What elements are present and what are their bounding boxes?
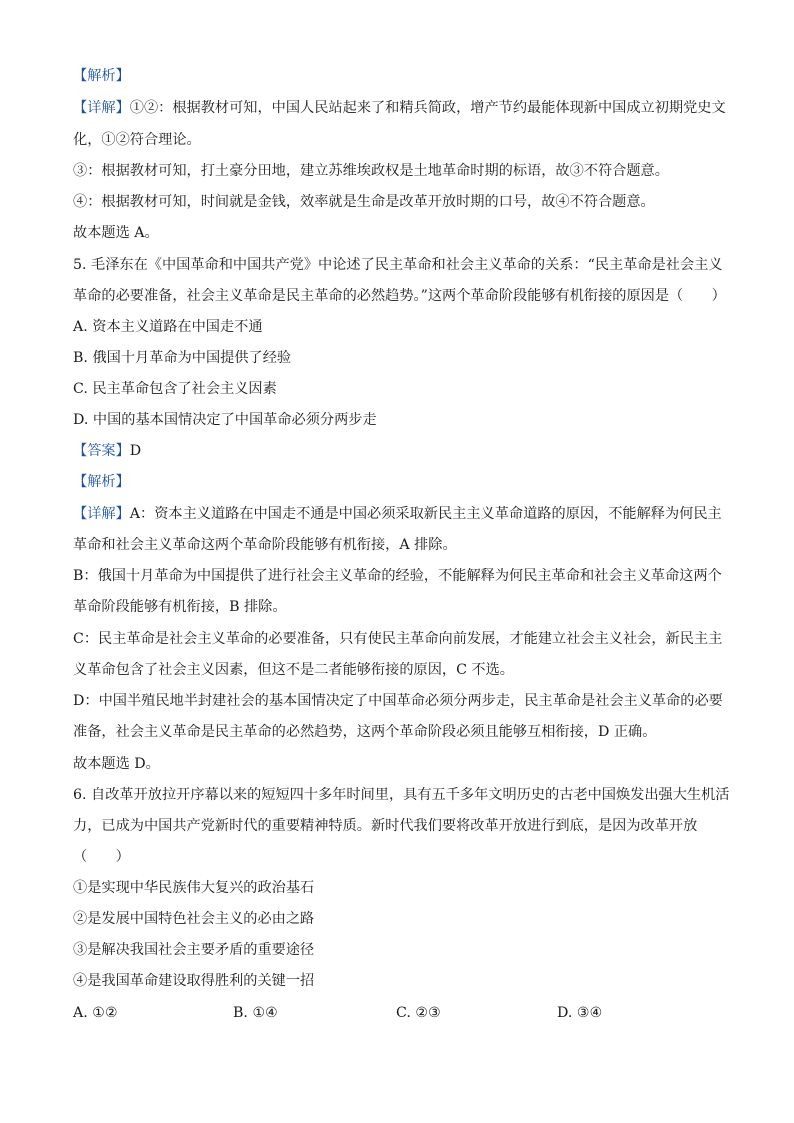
answer-value: D — [129, 443, 142, 459]
detail-line: 革命和社会主义革命这两个革命阶段能够有机衔接，A 排除。 — [73, 537, 457, 553]
question-stem: （ ） — [73, 849, 130, 865]
option-d: D. ③④ — [557, 1005, 603, 1021]
conclusion-line: 故本题选 A。 — [73, 225, 159, 241]
statement-2: ②是发展中国特色社会主义的必由之路 — [73, 911, 315, 927]
question-stem: 力，已成为中国共产党新时代的重要精神特质。新时代我们要将改革开放进行到底，是因为改革开放 — [73, 818, 698, 834]
statement-1: ①是实现中华民族伟大复兴的政治基石 — [73, 880, 315, 896]
option-d: D. 中国的基本国情决定了中国革命必须分两步走 — [73, 412, 377, 428]
option-a: A. 资本主义道路在中国走不通 — [73, 319, 263, 335]
detail-tag: 【详解】 — [73, 100, 130, 116]
answer-tag: 【答案】 — [73, 443, 130, 459]
option-b: B. 俄国十月革命为中国提供了经验 — [73, 350, 292, 366]
detail-tag: 【详解】 — [73, 506, 130, 522]
detail-line: D：中国半殖民地半封建社会的基本国情决定了中国革命必须分两步走，民主革命是社会主义革命的必要 — [73, 693, 723, 709]
option-b: B. ①④ — [233, 1005, 278, 1021]
conclusion-line: 故本题选 D。 — [73, 756, 160, 772]
answer-line — [73, 441, 141, 461]
detail-line: B：俄国十月革命为中国提供了进行社会主义革命的经验，不能解释为何民主革命和社会主义革命这两个 — [73, 568, 722, 584]
option-c: C. ②③ — [396, 1005, 441, 1021]
detail-line: 义革命包含了社会主义因素，但这不是二者能够衔接的原因，C 不选。 — [73, 662, 514, 678]
statement-3: ③是解决我国社会主要矛盾的重要途径 — [73, 942, 315, 958]
detail-line: ④：根据教材可知，时间就是金钱，效率就是生命是改革开放时期的口号，故④不符合题意。 — [73, 194, 655, 210]
detail-line: 【详解】A：资本主义道路在中国走不通是中国必须采取新民主主义革命道路的原因，不能解释为何民主 — [73, 506, 722, 522]
question-stem: 5. 毛泽东在《中国革命和中国共产党》中论述了民主革命和社会主义革命的关系：“民主革命是社会主义 — [73, 257, 723, 273]
analysis-tag: 【解析】 — [73, 68, 130, 84]
detail-line: 准备，社会主义革命是民主革命的必然趋势，这两个革命阶段必须且能够互相衔接，D 正确。 — [73, 724, 657, 740]
detail-line: 【详解】①②：根据教材可知，中国人民站起来了和精兵简政，增产节约最能体现新中国成立初期党史文 — [73, 100, 726, 116]
question-stem: 革命的必要准备，社会主义革命是民主革命的必然趋势。”这两个革命阶段能够有机衔接的原因是（ ） — [73, 288, 726, 304]
detail-line: ③：根据教材可知，打土豪分田地，建立苏维埃政权是土地革命时期的标语，故③不符合题意。 — [73, 163, 669, 179]
option-a: A. ①② — [73, 1005, 118, 1021]
statement-4: ④是我国革命建设取得胜利的关键一招 — [73, 973, 315, 989]
option-c: C. 民主革命包含了社会主义因素 — [73, 381, 277, 397]
detail-line: 化，①②符合理论。 — [73, 132, 201, 148]
question-stem: 6. 自改革开放拉开序幕以来的短短四十多年时间里，具有五千多年文明历史的古老中国焕发出强大生机活 — [73, 787, 730, 803]
detail-line: 革命阶段能够有机衔接，B 排除。 — [73, 599, 287, 615]
analysis-tag: 【解析】 — [73, 474, 130, 490]
detail-line: C：民主革命是社会主义革命的必要准备，只有使民主革命向前发展，才能建立社会主义社会，新民主主 — [73, 631, 723, 647]
